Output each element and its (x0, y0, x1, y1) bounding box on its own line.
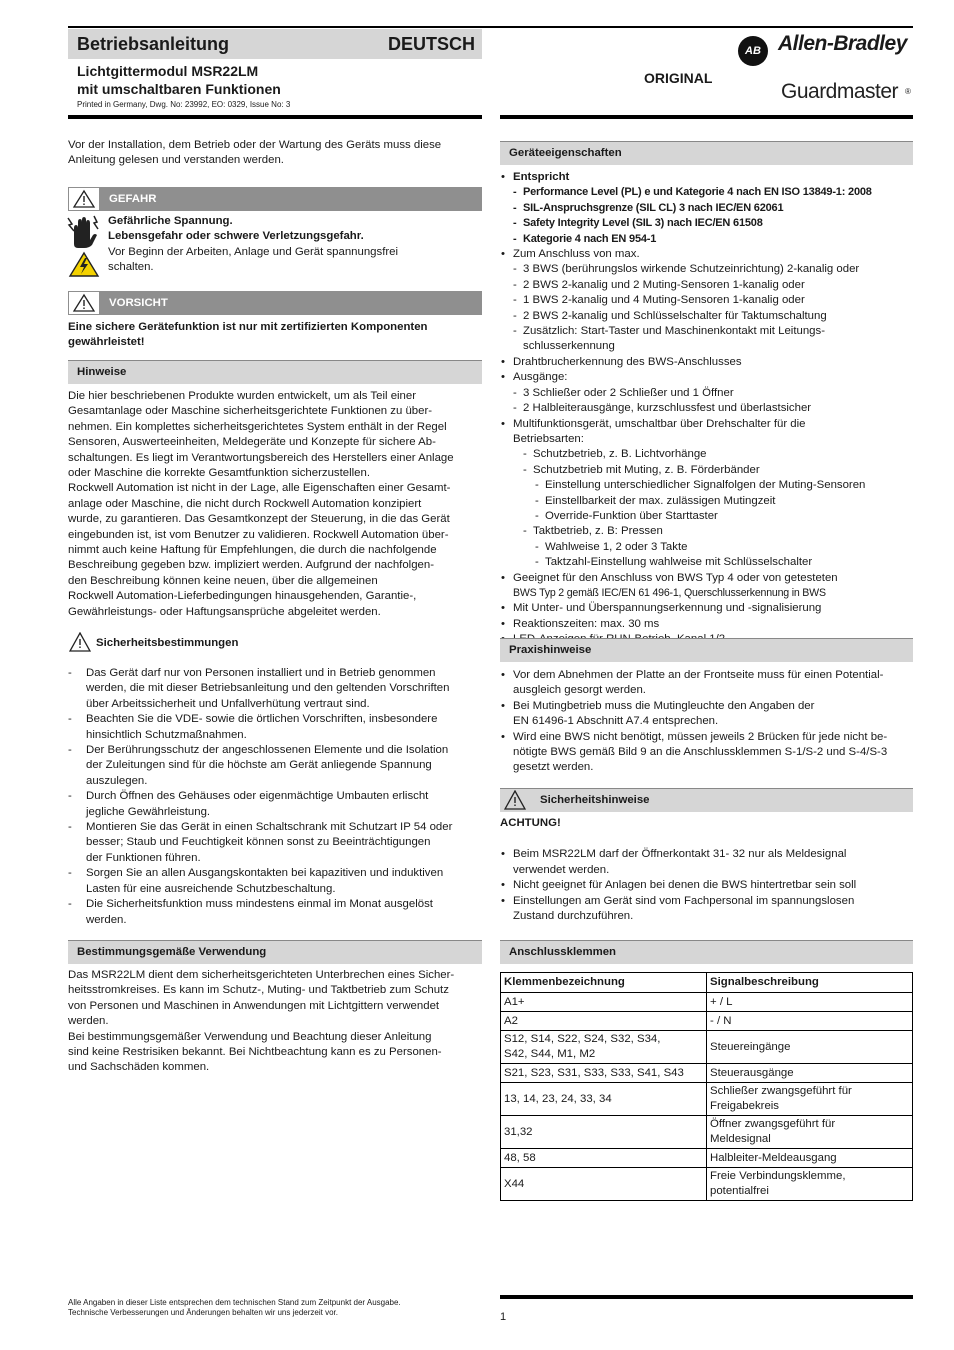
list-item (500, 170, 913, 247)
list-item: - Override-Funktion über Starttaster (535, 509, 913, 524)
muting-list (533, 478, 913, 524)
hinweise-line: Rockwell Automation ist nicht in der Lage, alle Eigenschaften einer Gesamt- (68, 482, 451, 495)
list-item-line: Betriebsarten: (513, 432, 584, 445)
header-top-rule (68, 26, 913, 28)
betriebsarten-list (513, 447, 913, 570)
bestimmung-line: Das MSR22LM dient dem sicherheitsgerichteten Unterbrechen eines Sicher- (68, 969, 455, 981)
list-item-line: • Zum Anschluss von max. (513, 248, 640, 261)
hinweise-line: Gesamtanlage oder Maschine sicherheitsgerichtete Funktionen zu über- (68, 405, 433, 418)
hinweise-line: schaltungen. Es liegt im Verantwortungsbereich des Herstellers einer Anlage (68, 451, 454, 464)
hinweise-section (68, 360, 482, 620)
intro-line: Anleitung gelesen und verstanden werden. (68, 154, 284, 167)
list-item-line: - Montieren Sie das Gerät in einen Schaltschrank mit Schutzart IP 54 oder (86, 821, 453, 834)
cell-line: Schließer zwangsgeführt für (710, 1085, 852, 1097)
list-item-line: schlusserkennung (523, 340, 615, 353)
list-item (68, 743, 482, 789)
list-item (68, 712, 482, 743)
table-row (501, 1168, 913, 1201)
anschluss-list (513, 262, 913, 354)
list-item (500, 847, 913, 878)
product-title-line2: mit umschaltbaren Funktionen (77, 81, 281, 97)
list-item: • Reaktionszeiten: max. 30 ms (500, 617, 913, 632)
list-item-line: Zustand durchzuführen. (513, 910, 634, 923)
list-item-line: auszulegen. (86, 774, 148, 787)
gefahr-line: Lebensgefahr oder schwere Verletzungsgefahr. (108, 230, 364, 243)
table-row (501, 1012, 913, 1031)
list-item (500, 699, 913, 730)
product-title-line1: Lichtgittermodul MSR22LM (77, 63, 259, 79)
list-item: - 3 Schließer oder 2 Schließer und 1 Öffner (513, 386, 913, 401)
table-cell (707, 1083, 913, 1116)
column-header: Klemmenbezeichnung (501, 973, 707, 993)
list-item-line: • Bei Mutingbetrieb muss die Mutingleuchte den Angaben der (513, 699, 815, 712)
praxis-title: Praxishinweise (500, 638, 913, 662)
table-cell (501, 993, 707, 1012)
list-item: - Taktzahl-Einstellung wahlweise mit Schlüsselschalter (535, 555, 913, 570)
cell-line: Steuereingänge (710, 1040, 791, 1053)
bestimmung-line: werden. (68, 1015, 109, 1028)
list-item (500, 668, 913, 699)
table-cell (707, 993, 913, 1012)
list-item-line: - Beachten Sie die VDE- sowie die örtlichen Vorschriften, insbesondere (86, 713, 438, 726)
list-item-line: gesetzt werden. (513, 761, 594, 774)
hinweise-line: eingebunden ist, ist vom Benutzer zu validieren. Rockwell Automation über- (68, 528, 449, 541)
table-cell (707, 1116, 913, 1149)
hinweise-line: oder Maschine die korrekte Gesamtfunktion sicherzustellen. (68, 467, 370, 480)
doc-title: Betriebsanleitung (77, 34, 230, 54)
hinweise-line: Die hier beschriebenen Produkte wurden entwickelt, um als Teil einer (68, 390, 417, 402)
hinweise-line: nimmt auch keine Haftung für Empfehlungen, die durch die nachfolgende (68, 544, 437, 557)
list-item-line: ausgleich gesorgt werden. (513, 684, 646, 697)
table-row (501, 1149, 913, 1168)
table-cell (707, 1149, 913, 1168)
gefahr-label: GEFAHR (109, 193, 157, 205)
gefahr-text (108, 214, 482, 276)
list-item-line: verwendet werden. (513, 863, 610, 876)
table-cell (501, 1168, 707, 1201)
hinweise-line: den Beschreibung können keine neuen, über die allgemeinen (68, 574, 378, 587)
warning-triangle-icon (68, 187, 100, 211)
bestimmung-section (68, 940, 482, 1076)
original-label: ORIGINAL (644, 70, 713, 86)
hinweise-line: Sensoren, Auswerteeinheiten, Meldegeräte und Konzepte für sichere Ab- (68, 436, 436, 449)
list-item (523, 524, 913, 570)
list-item (500, 730, 913, 776)
list-item (68, 789, 482, 820)
list-item-line: • Wird eine BWS nicht benötigt, müssen jeweils 2 Brücken für jede nicht be- (513, 730, 888, 743)
sicherheitsbestimmungen-header (68, 632, 482, 654)
list-item-line: • Vor dem Abnehmen der Platte an der Frontseite muss für einen Potential- (513, 669, 884, 681)
cell-line: Freigabekreis (710, 1100, 780, 1112)
list-item (500, 894, 913, 925)
list-item-line: • Entspricht (513, 171, 570, 183)
list-item: - Schutzbetrieb, z. B. Lichtvorhänge (523, 447, 913, 462)
warning-triangle-icon (69, 632, 91, 652)
vorsicht-line: gewährleistet! (68, 336, 145, 349)
hinweise-line: nehmen. Ein komplettes sicherheitsgerichtetes System enthält in der Regel (68, 420, 447, 433)
gefahr-line: schalten. (108, 261, 154, 274)
list-item-line: nötigte BWS gemäß Bild 9 an die Anschlussklemmen S-1/S-2 und S-4/S-3 (513, 746, 888, 759)
list-item-line: • Geeignet für den Anschluss von BWS Typ 4 oder von getesteten (513, 571, 838, 584)
list-item: • Mit Unter- und Überspannungserkennung und -signalisierung (500, 601, 913, 616)
table-row (501, 993, 913, 1012)
list-item: - Performance Level (PL) e und Kategorie 4 nach EN ISO 13849-1: 2008 (513, 185, 913, 200)
cell-line: Öffner zwangsgeführt für (710, 1118, 836, 1130)
list-item: - Einstellbarkeit der max. zulässigen Mutingzeit (535, 494, 913, 509)
list-item-line: werden, die mit dieser Betriebsanleitung und den geltenden Vorschriften (86, 682, 450, 695)
sicherheitshinweise-section (500, 788, 913, 924)
footer-line: Alle Angaben in dieser Liste entsprechen dem technischen Stand zum Zeitpunkt der Ausgabe. (68, 1298, 401, 1307)
eigenschaften-list (500, 170, 913, 648)
cell-line: X44 (504, 1177, 525, 1190)
takt-list (533, 540, 913, 571)
bestimmung-title: Bestimmungsgemäße Verwendung (68, 940, 482, 964)
sicherheitsbestimmungen-section (68, 632, 482, 928)
registered-mark: ® (905, 87, 911, 96)
list-item: - 2 BWS 2-kanalig und 2 Muting-Sensoren 1-kanalig oder (513, 278, 913, 293)
praxis-section (500, 638, 913, 776)
table-cell (501, 1012, 707, 1031)
list-item-line: • Beim MSR22LM darf der Öffnerkontakt 31- 32 nur als Meldesignal (513, 848, 847, 861)
sicherheitsbestimmungen-title: Sicherheitsbestimmungen (96, 637, 239, 649)
list-item: - 2 BWS 2-kanalig und Schlüsselschalter für Taktumschaltung (513, 309, 913, 324)
list-item-line: - Zusätzlich: Start-Taster und Maschinenkontakt mit Leitungs- (523, 325, 825, 338)
list-item-line: - Die Sicherheitsfunktion muss mindestens einmal im Monat ausgelöst (86, 898, 433, 911)
cell-line: Freie Verbindungsklemme, (710, 1170, 846, 1182)
header-bottom-rule-left (68, 115, 482, 119)
table-row (501, 1116, 913, 1149)
sicherheitshinweise-title: Sicherheitshinweise (540, 794, 650, 806)
list-item: • Drahtbrucherkennung des BWS-Anschlusses (500, 355, 913, 370)
eigenschaften-title: Geräteeigenschaften (500, 141, 913, 165)
list-item (68, 866, 482, 897)
hinweise-body (68, 389, 482, 620)
vorsicht-line: Eine sichere Gerätefunktion ist nur mit zertifizierten Komponenten (68, 321, 428, 333)
cell-line: potentialfrei (710, 1185, 769, 1197)
list-item-line: hinsichtlich Schutzmaßnahmen. (86, 728, 247, 741)
intro-line: Vor der Installation, dem Betrieb oder der Wartung des Geräts muss diese (68, 139, 442, 151)
cell-line: 31,32 (504, 1125, 533, 1138)
achtung-label: ACHTUNG! (500, 817, 561, 829)
cell-line: A1+ (504, 995, 525, 1008)
list-item (500, 370, 913, 416)
list-item-line: - Der Berührungsschutz der angeschlossenen Elemente und die Isolation (86, 744, 449, 757)
footer-line: Technische Verbesserungen und Änderungen behalten wir uns jederzeit vor. (68, 1308, 338, 1317)
hinweise-line: anlage oder Maschine, die nicht durch Rockwell Automation konzipiert (68, 497, 422, 510)
klemmen-title: Anschlussklemmen (500, 940, 913, 964)
hand-shock-icon (66, 214, 102, 278)
list-item-line: • Ausgänge: (513, 371, 568, 384)
doc-language: DEUTSCH (387, 34, 475, 54)
klemmen-section (500, 940, 913, 1201)
table-cell (501, 1083, 707, 1116)
page-number: 1 (500, 1311, 507, 1323)
hinweise-line: Gewährleistungs- oder Haftungsansprüche abgeleitet werden. (68, 605, 381, 618)
sicherheitsbestimmungen-list (68, 666, 482, 928)
ab-logo-icon: AB (738, 36, 768, 66)
gefahr-header (68, 187, 482, 211)
table-cell (501, 1031, 707, 1064)
hinweise-line: Beschreibung gegeben bzw. impliziert werden. Aufgrund der nachfolgen- (68, 559, 434, 572)
vorsicht-box (68, 291, 482, 351)
header-bottom-rule-right (500, 115, 913, 119)
table-cell (707, 1031, 913, 1064)
gefahr-line: Gefährliche Spannung. (108, 215, 233, 227)
bestimmung-body (68, 968, 482, 1076)
list-item-line: über Arbeitssicherheit und Unfallverhütung vertraut sind. (86, 697, 370, 710)
table-cell (707, 1064, 913, 1083)
list-item-line: werden. (86, 913, 127, 926)
list-item: - 2 Halbleiterausgänge, kurzschlussfest und überlastsicher (513, 401, 913, 416)
list-item: - 1 BWS 2-kanalig und 4 Muting-Sensoren 1-kanalig oder (513, 293, 913, 308)
warning-triangle-icon (68, 291, 100, 315)
vorsicht-label: VORSICHT (109, 297, 168, 309)
list-item (500, 571, 913, 602)
brand-guardmaster: Guardmaster (781, 80, 899, 103)
ausgaenge-list (513, 386, 913, 417)
product-title (77, 62, 281, 98)
gefahr-line: Vor Beginn der Arbeiten, Anlage und Gerät spannungsfrei (108, 245, 399, 258)
bestimmung-line: von Personen und Maschinen in Anwendungen mit Lichtgittern verwendet (68, 999, 440, 1012)
list-item-line: - Durch Öffnen des Gehäuses oder eigenmächtige Umbauten erlischt (86, 790, 429, 803)
list-item-line: jegliche Gewährleistung. (86, 805, 211, 818)
cell-line: + / L (710, 995, 733, 1008)
brand-allen-bradley: Allen-Bradley (778, 32, 907, 55)
table-cell (501, 1149, 707, 1168)
list-item-line: - Schutzbetrieb mit Muting, z. B. Förderbänder (533, 463, 760, 476)
list-item: - 3 BWS (berührungslos wirkende Schutzeinrichtung) 2-kanalig oder (513, 262, 913, 277)
list-item-line: - Das Gerät darf nur von Personen installiert und in Betrieb genommen (86, 667, 436, 679)
list-item (68, 820, 482, 866)
title-bar (68, 29, 482, 59)
table-cell (707, 1012, 913, 1031)
gefahr-box (68, 187, 482, 211)
list-item (68, 897, 482, 928)
hinweise-line: wurde, zu garantieren. Das Gesamtkonzept der Steuerung, in die das Gerät (68, 513, 450, 526)
cell-line: S12, S14, S22, S24, S32, S34, (504, 1033, 661, 1045)
list-item-line: besser; Staub und Feuchtigkeit können sonst zu Beeinträchtigungen (86, 836, 431, 849)
table-row (501, 1064, 913, 1083)
list-item: - SIL-Anspruchsgrenze (SIL CL) 3 nach IEC/EN 62061 (513, 201, 913, 216)
sicherheitshinweise-header (500, 788, 913, 812)
list-item-line: • Multifunktionsgerät, umschaltbar über Drehschalter für die (513, 417, 806, 430)
praxis-list (500, 668, 913, 776)
gefahr-icons (66, 214, 102, 278)
hinweise-title: Hinweise (68, 360, 482, 384)
list-item: - Einstellung unterschiedlicher Signalfolgen der Muting-Sensoren (535, 478, 913, 493)
intro-text (68, 138, 482, 169)
cell-line: Halbleiter-Meldeausgang (710, 1151, 837, 1164)
warning-triangle-icon (504, 790, 526, 810)
list-item-line: Lasten für eine ausreichende Schutzbeschaltung. (86, 882, 336, 895)
footer-rule (500, 1295, 913, 1299)
printed-info: Printed in Germany, Dwg. No: 23992, EO: 0329, Issue No: 3 (77, 100, 291, 109)
bestimmung-line: Bei bestimmungsgemäßer Verwendung und Beachtung dieser Anleitung (68, 1030, 432, 1043)
table-row (501, 1031, 913, 1064)
table-cell (501, 1116, 707, 1149)
list-item-line: - Sorgen Sie an allen Ausgangskontakten bei kapazitiven und induktiven (86, 867, 444, 880)
list-item-line: der Zuleitungen sind für die höchste am Gerät anliegende Spannung (86, 759, 432, 772)
sicherheitshinweise-list (500, 847, 913, 924)
cell-line: 48, 58 (504, 1151, 536, 1164)
klemmen-table (500, 972, 913, 1201)
vorsicht-header (68, 291, 482, 315)
eigenschaften-section (500, 141, 913, 648)
list-item (500, 247, 913, 355)
cell-line: 13, 14, 23, 24, 33, 34 (504, 1092, 612, 1105)
list-item (68, 666, 482, 712)
list-item: - Wahlweise 1, 2 oder 3 Takte (535, 540, 913, 555)
list-item-line: der Funktionen führen. (86, 851, 201, 864)
list-item-line: EN 61496-1 Abschnitt A7.4 entsprechen. (513, 715, 719, 728)
cell-line: A2 (504, 1014, 518, 1027)
cell-line: S21, S23, S31, S33, S33, S41, S43 (504, 1066, 684, 1079)
table-cell (501, 1064, 707, 1083)
column-header: Signalbeschreibung (707, 973, 913, 993)
norms-list (513, 185, 913, 247)
list-item-line: - Taktbetrieb, z. B: Pressen (533, 525, 663, 538)
cell-line: Steuerausgänge (710, 1066, 794, 1079)
hinweise-line: Rockwell Automation-Lieferbedingungen hinausgehenden, Garantie-, (68, 590, 417, 603)
table-cell (707, 1168, 913, 1201)
list-item (500, 878, 913, 893)
list-item-line: • Nicht geeignet für Anlagen bei denen die BWS hintertretbar sein soll (513, 879, 857, 892)
cell-line: Meldesignal (710, 1133, 771, 1145)
list-item: - Safety Integrity Level (SIL 3) nach IEC/EN 61508 (513, 216, 913, 231)
list-item (523, 463, 913, 525)
bestimmung-line: sind keine Restrisiken bekannt. Bei Nichtbeachtung kann es zu Personen- (68, 1046, 442, 1059)
bestimmung-line: heitsstromkreises. Es kann im Schutz-, Muting- und Taktbetrieb zum Schutz (68, 984, 449, 997)
list-item: - Kategorie 4 nach EN 954-1 (513, 232, 913, 247)
list-item (500, 417, 913, 571)
table-row (501, 1083, 913, 1116)
bestimmung-line: und Sachschäden kommen. (68, 1061, 210, 1074)
list-item-line: • Einstellungen am Gerät sind vom Fachpersonal im spannungslosen (513, 894, 855, 907)
list-item-line: BWS Typ 2 gemäß IEC/EN 61 496-1, Querschlusserkennung in BWS (513, 586, 826, 599)
footer-disclaimer (68, 1298, 401, 1318)
cell-line: S42, S44, M1, M2 (504, 1048, 596, 1060)
cell-line: - / N (710, 1014, 732, 1027)
list-item (513, 324, 913, 355)
table-header-row (501, 973, 913, 993)
